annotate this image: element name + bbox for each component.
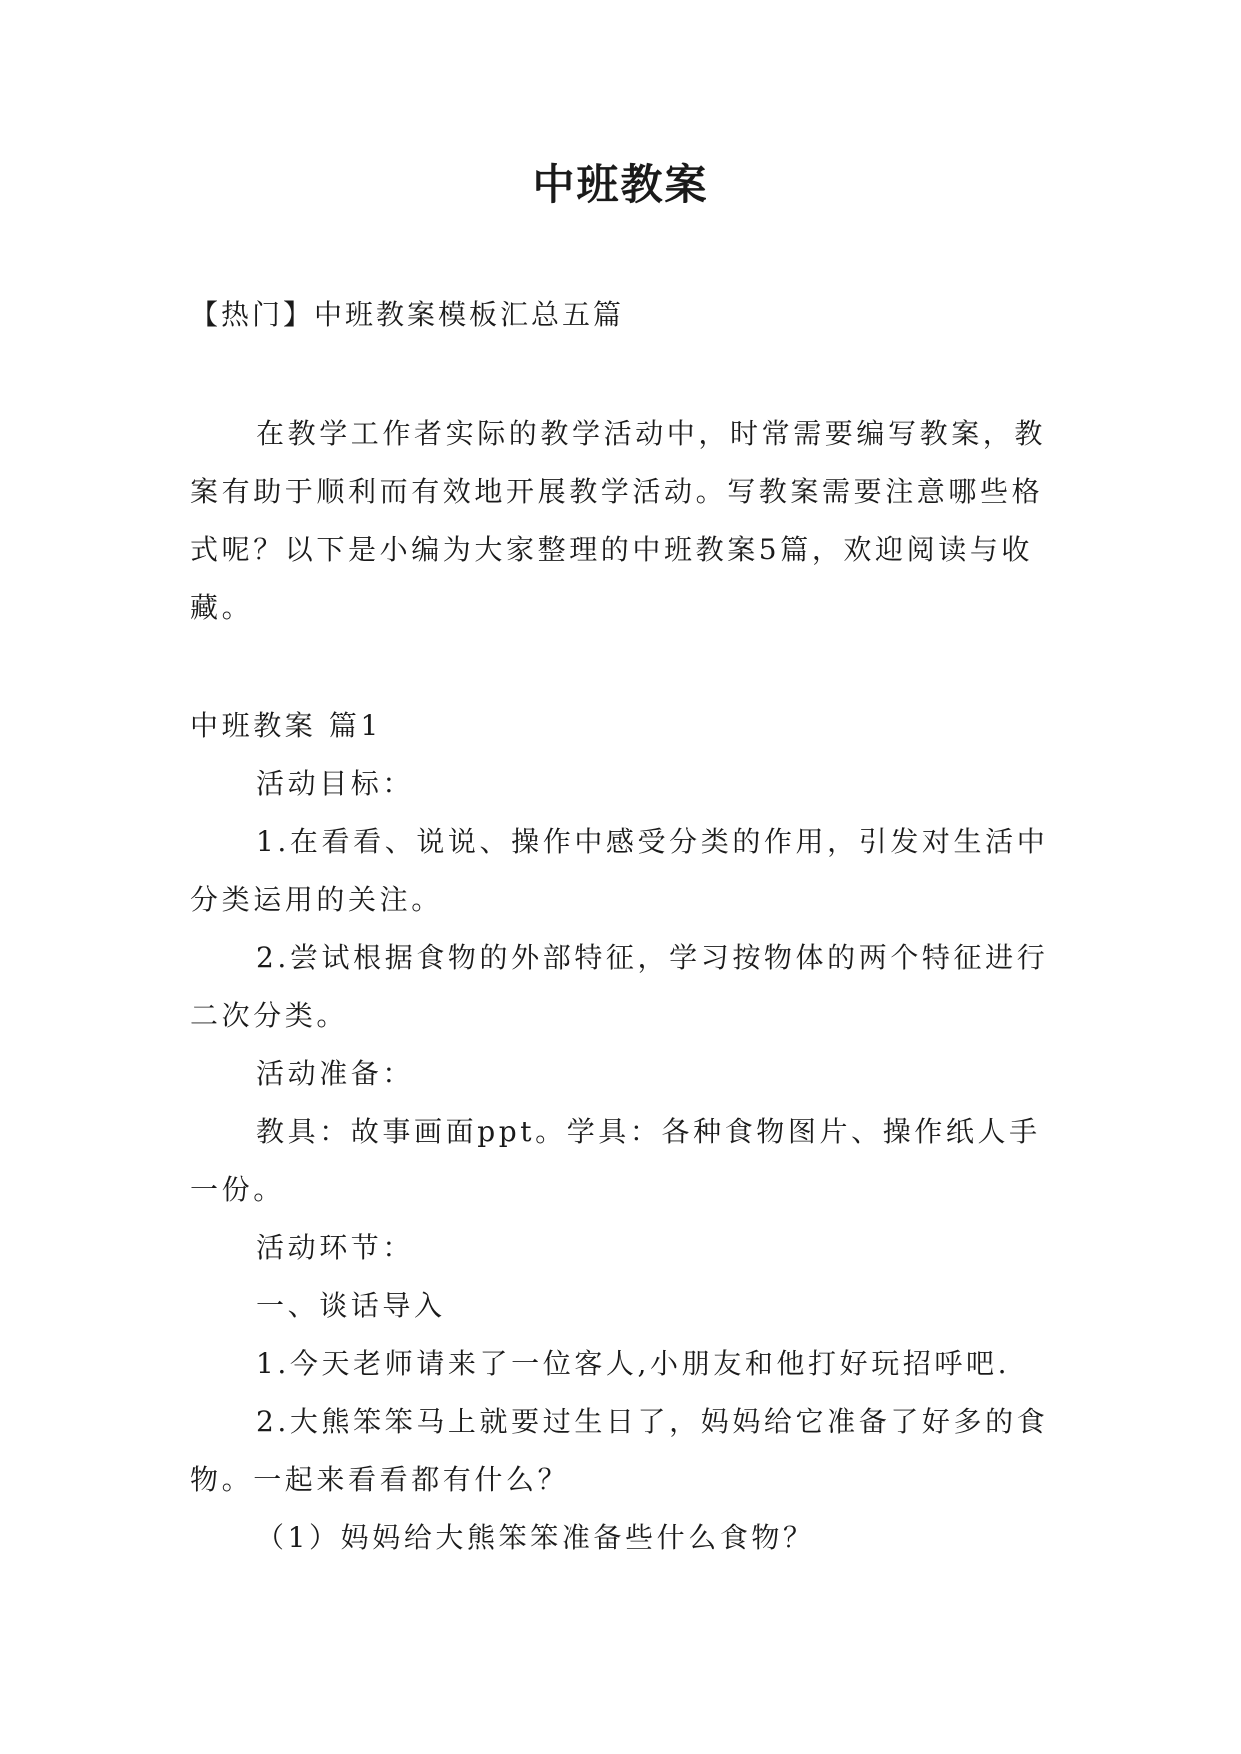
body-subitem: （1）妈妈给大熊笨笨准备些什么食物？ <box>256 1521 815 1554</box>
body-paragraph: 活动准备： <box>256 1057 415 1090</box>
body-paragraph: 一、谈话导入 <box>256 1289 446 1322</box>
body-paragraph: 教具：故事画面ppt。学具：各种食物图片、操作纸人手一份。 <box>190 1115 1041 1206</box>
intro-paragraph: 在教学工作者实际的教学活动中，时常需要编写教案，教案有助于顺利而有效地开展教学活动。写教案需要注意哪些格式呢？以下是小编为大家整理的中班教案5篇，欢迎阅读与收藏。 <box>190 417 1047 624</box>
body-paragraph: 活动环节： <box>256 1231 415 1264</box>
body-paragraph: 活动目标： <box>256 767 415 800</box>
body-paragraph: 2.大熊笨笨马上就要过生日了，妈妈给它准备了好多的食物。一起来看看都有什么？ <box>190 1405 1049 1496</box>
body-paragraph: 1.在看看、说说、操作中感受分类的作用，引发对生活中分类运用的关注。 <box>190 825 1049 916</box>
document-subtitle: 【热门】中班教案模板汇总五篇 <box>190 298 625 331</box>
lesson-body <box>190 697 1050 1567</box>
body-paragraph: 1.今天老师请来了一位客人,小朋友和他打好玩招呼吧. <box>256 1347 1011 1380</box>
page-title: 中班教案 <box>532 160 709 209</box>
body-paragraph: 2.尝试根据食物的外部特征，学习按物体的两个特征进行二次分类。 <box>190 941 1049 1032</box>
section-heading: 中班教案 篇1 <box>190 709 382 742</box>
